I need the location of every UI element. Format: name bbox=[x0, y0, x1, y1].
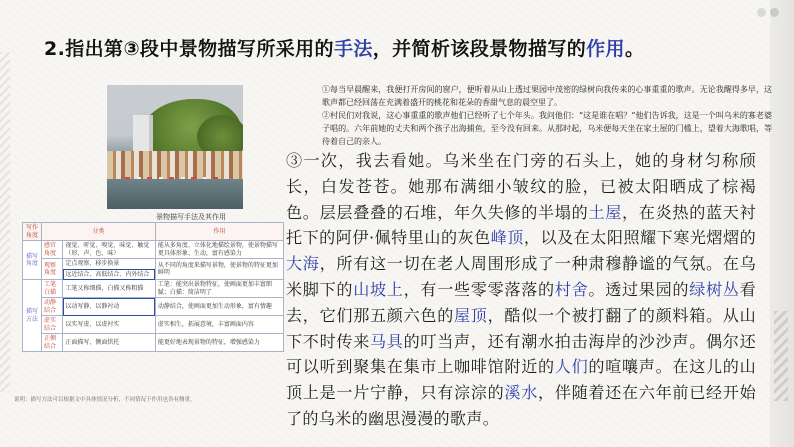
passage-text: 看去，它们那五颜六色的 bbox=[286, 279, 757, 325]
passage-text: 的喧嚷声。在这儿的山顶上是一片宁静，只有淙淙的 bbox=[286, 357, 756, 403]
photo-water bbox=[107, 179, 243, 209]
heading-keyword-effect: 作用 bbox=[586, 38, 625, 60]
decor-dot bbox=[770, 8, 779, 17]
heading-part: 。 bbox=[624, 38, 645, 60]
heading-keyword-technique: 手法 bbox=[333, 38, 373, 60]
table-type-cell: 观察角度 bbox=[42, 259, 63, 280]
passage-text: 。透过果园的 bbox=[588, 279, 690, 299]
table-type-cell: 工笔白描 bbox=[42, 280, 63, 298]
table-header: 分类 bbox=[42, 223, 156, 241]
table-effect-cell: 工笔：能突出景物特征，使画面更加丰富细腻；白描：简洁明了 bbox=[155, 280, 283, 298]
table-group-cell: 描写方法 bbox=[23, 280, 42, 352]
table-row bbox=[23, 280, 284, 298]
table-type-cell: 感官角度 bbox=[42, 241, 63, 259]
passage-keyword: 峰顶 bbox=[490, 228, 524, 248]
table-items-cell-highlighted: 以动写静、以静衬动 bbox=[63, 298, 155, 316]
table-row bbox=[23, 316, 284, 334]
table-header: 写作角度 bbox=[23, 223, 42, 241]
table-row bbox=[23, 241, 284, 259]
hatch-decoration bbox=[774, 311, 788, 401]
table-effect-cell: 能从多角度、立体化地描绘景物，使景物描写更具体形象、生动，富有感染力 bbox=[155, 241, 283, 259]
passage-text: 的叮当声，还有潮水拍击海岸的沙沙声。偶尔还可以听到聚集在集市上咖啡馆附近的 bbox=[286, 331, 756, 377]
passage-text: ，有一些零零落落的 bbox=[403, 279, 555, 299]
table-type-cell: 动静结合 bbox=[42, 298, 63, 316]
table-items-cell: 视觉、听觉、嗅觉、味觉、触觉（形、声、色、味） bbox=[63, 241, 155, 259]
passage-paragraph-3 bbox=[286, 148, 756, 432]
table-title: 景物描写手法及其作用 bbox=[156, 213, 226, 221]
coastal-town-photo bbox=[107, 85, 243, 209]
heading-part: 2.指出第③段中景物描写所采用的 bbox=[44, 38, 334, 60]
heading-part: ，并简析该段景物描写的 bbox=[372, 38, 587, 60]
passage-keyword: 山坡上 bbox=[353, 279, 404, 299]
question-heading bbox=[44, 34, 644, 61]
table-row bbox=[23, 334, 284, 352]
table-items-cell: 定点观察、移步换景 bbox=[63, 259, 155, 270]
table-items-cell: 以实写虚、以虚衬实 bbox=[63, 316, 155, 334]
table-items-cell: 正面描写、侧面烘托 bbox=[63, 334, 155, 352]
table-note: 说明：描写方法可以根据文中具体情况分析，不同情况下作用也各有侧重。 bbox=[14, 397, 196, 403]
table-items-cell: 工笔又称细描，白描又称粗描 bbox=[63, 280, 155, 298]
passage-text: ，所有这一切在老人周围形成了一种肃穆静谧的气氛。在乌米脚下的 bbox=[286, 254, 756, 299]
table-effect-cell: 虚实相生，拓展意境，丰富画面内容 bbox=[155, 316, 283, 334]
passage-keyword: 绿树丛 bbox=[689, 279, 740, 299]
table-header-row bbox=[23, 223, 284, 241]
table-effect-cell: 能更好地表现景物的特征，增强感染力 bbox=[155, 334, 283, 352]
table-items-cell-highlighted: 远近结合、高低结合、内外结合 bbox=[63, 269, 155, 280]
table-type-cell: 正侧结合 bbox=[42, 334, 63, 352]
passage-keyword: 人们 bbox=[554, 357, 589, 377]
passage-text: ，酷似一个被打翻了的颜料箱。从山下不时传来 bbox=[286, 305, 756, 351]
passage-keyword: 土屋 bbox=[588, 202, 622, 222]
table-group-cell: 描写角度 bbox=[23, 241, 42, 280]
passage-text: ③一次，我去看她。乌米坐在门旁的石头上，她的身材匀称颀长，白发苍苍。她那布满细小皱纹的脸，已被太阳晒成了棕褐色。层层叠叠的石堆，年久失修的半塌的 bbox=[286, 151, 756, 222]
source-paragraph-1: ①每当早晨醒来，我便打开房间的窗户，便听着从山上透过果园中茂密的绿树向我传来的心事重重的歌声。无论我醒得多早，这歌声都已经回荡在充满着盛开的桃花和花朵的香甜气息的晨空里了。 bbox=[322, 85, 772, 107]
photo-town bbox=[107, 151, 243, 179]
technique-table bbox=[22, 222, 284, 352]
table-row bbox=[23, 259, 284, 270]
decor-dot bbox=[757, 8, 766, 17]
passage-keyword: 溪水 bbox=[504, 383, 539, 403]
passage-text: ，在炎热的蓝天衬托下的阿伊·佩特里山的灰色 bbox=[286, 202, 756, 248]
table-effect-cell: 动静结合，使画面更加生动形象，富有情趣 bbox=[155, 298, 283, 316]
passage-text: ，以及在太阳照耀下寒光熠熠的 bbox=[523, 228, 756, 248]
passage-keyword: 屋顶 bbox=[454, 305, 488, 325]
passage-keyword: 马具 bbox=[370, 331, 404, 351]
passage-text: ，伴随着还在六年前已经开始了的乌米的幽思漫漫的歌声。 bbox=[286, 383, 757, 428]
passage-keyword: 大海 bbox=[286, 254, 320, 274]
left-decoration bbox=[0, 52, 10, 392]
table-row bbox=[23, 298, 284, 316]
table-type-cell: 虚实结合 bbox=[42, 316, 63, 334]
table-header: 作用 bbox=[155, 223, 283, 241]
passage-keyword: 村舍 bbox=[554, 279, 589, 299]
table-effect-cell: 从不同的角度来描写景物，使景物的特征更加鲜明 bbox=[155, 259, 283, 280]
source-paragraph-2: ②村民们对我说，这心事重重的歌声他们已经听了七个年头。我问他们：“这是谁在唱？”他们告诉我，这是一个叫乌米的寡老婆子唱的。六年前她的丈夫和两个孩子出海捕鱼，至今没有回来。从那时起，乌米便每天坐在家土屋的门槛上，望着大海歌唱，等待着自己的亲人。 bbox=[322, 111, 772, 146]
